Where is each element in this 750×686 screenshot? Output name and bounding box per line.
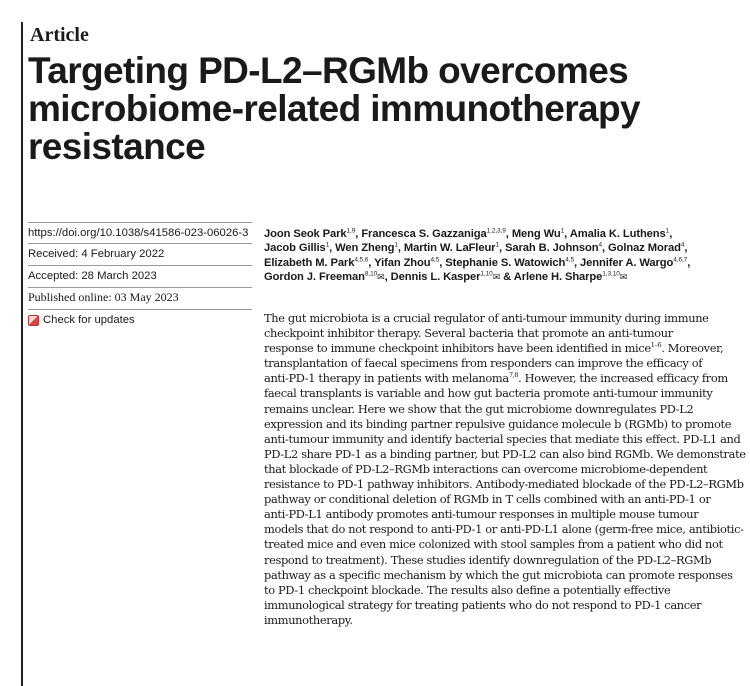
abstract-text: checkpoint inhibitor therapy. Several bacteria that promote an anti-tumour xyxy=(264,326,673,341)
author-name-text: Meng Wu xyxy=(511,228,561,240)
abstract-text: treated mice and even mice colonized with stool samples from a patient who did not xyxy=(264,537,723,552)
abstract-text: immunological strategy for treating patients who do not respond to PD-1 cancer xyxy=(264,597,702,612)
author-name[interactable] xyxy=(580,257,687,269)
meta-divider xyxy=(28,265,252,266)
author-affiliation: 4 xyxy=(598,241,603,249)
abstract-line xyxy=(264,583,726,598)
author-name-text: Gordon J. Freeman xyxy=(264,271,365,284)
received-date: Received: 4 February 2022 xyxy=(28,248,165,260)
abstract-text: expression and its binding partner repulsive guidance molecule b (RGMb) to promote xyxy=(264,416,732,431)
abstract-text: to PD-1 checkpoint blockade. The results also define a potentially effective xyxy=(264,582,671,597)
abstract-text: PD-L2 share PD-1 as a binding partner, but PD-L2 can also bind RGMb. We demonstrate xyxy=(264,446,746,461)
author-name-text: Francesca S. Gazzaniga xyxy=(361,228,487,240)
title-line: resistance xyxy=(28,126,206,167)
abstract-line xyxy=(264,402,726,417)
abstract xyxy=(264,311,746,628)
abstract-line xyxy=(264,341,726,356)
author-name[interactable] xyxy=(264,257,368,269)
abstract-text: The gut microbiota is a crucial regulator of anti-tumour immunity during immune xyxy=(264,311,709,325)
abstract-line xyxy=(264,326,726,341)
abstract-line xyxy=(264,522,744,537)
abstract-line xyxy=(264,477,744,492)
author-list: Joon Seok Park$^{1,9}$, Francesca S. Gazzaniga$^{1,2,3,9}$, Meng Wu$^1$, Amalia K. Luthens$^1$, Jacob Gillis$^1$, Wen Zheng$^1$, Martin W. LaFleur$^1$, Sarah B. Johnson$^4$, Golnaz Morad$^4$, Elizabeth M. Park$^{4,5,6}$, Yifan Zhou$^{4,5}$, Stephanie S. Watowich$^{4,5}$, Jennifer A. Wargo$^{4,6,7}$, Gordon J. Freeman$^{8,10}$✉, Dennis L. Kasper$^{1,10}$✉ & Arlene H. Sharpe$^{1,3,10}$✉ xyxy=(264,227,691,284)
check-for-updates-link[interactable] xyxy=(28,313,135,327)
doi-link[interactable]: https://doi.org/10.1038/s41586-023-06026-3 xyxy=(28,227,249,239)
author-name[interactable] xyxy=(505,242,602,254)
author-affiliation: 1 xyxy=(560,227,565,235)
author-name-text: Joon Seok Park xyxy=(264,228,347,240)
author-name[interactable] xyxy=(514,271,628,283)
author-name[interactable] xyxy=(570,228,669,240)
title-line: microbiome-related immunotherapy xyxy=(28,88,640,129)
check-updates-label: Check for updates xyxy=(43,314,135,326)
author-affiliation: 1,9 xyxy=(346,227,356,235)
author-name-text: Dennis L. Kasper xyxy=(390,271,481,284)
meta-divider xyxy=(28,243,252,244)
author-name[interactable] xyxy=(264,228,355,240)
email-envelope-icon[interactable]: ✉ xyxy=(619,272,628,283)
author-name[interactable] xyxy=(445,257,574,269)
abstract-line xyxy=(264,416,732,432)
author-name-text: Sarah B. Johnson xyxy=(504,242,599,255)
author-affiliation: 1 xyxy=(495,241,499,249)
author-affiliation: 1 xyxy=(325,241,330,249)
author-name-text: Golnaz Morad xyxy=(608,242,681,255)
abstract-line xyxy=(264,598,726,613)
abstract-text: pathway as a specific mechanism by which the gut microbiota can promote responses xyxy=(264,567,733,582)
meta-divider xyxy=(28,222,252,223)
author-affiliation: 4 xyxy=(680,241,685,249)
abstract-text: anti-PD-L1 antibody promotes anti-tumour responses in multiple mouse tumour xyxy=(264,507,699,522)
author-name-text: Wen Zheng xyxy=(335,242,395,255)
author-name[interactable] xyxy=(512,228,564,240)
abstract-line xyxy=(264,386,726,401)
author-affiliation: 1,2,3,9 xyxy=(486,227,506,235)
author-name-text: Amalia K. Luthens xyxy=(569,228,666,240)
author-affiliation: 1,3,10 xyxy=(602,270,620,278)
abstract-line xyxy=(264,567,733,583)
author-name[interactable] xyxy=(264,271,385,283)
author-affiliation: 4,5,6 xyxy=(354,256,369,264)
title-line: Targeting PD-L2–RGMb overcomes xyxy=(28,50,629,91)
abstract-text: anti-PD-1 therapy in patients with melanoma xyxy=(264,371,509,386)
author-name-text: Yifan Zhou xyxy=(374,256,431,269)
author-name[interactable] xyxy=(264,242,329,254)
author-name-text: Martin W. LaFleur xyxy=(403,242,496,255)
author-affiliation: 8,10 xyxy=(364,270,378,278)
accepted-date: Accepted: 28 March 2023 xyxy=(28,270,157,282)
author-affiliation: 4,6,7 xyxy=(673,256,688,264)
author-affiliation: 1,10 xyxy=(480,270,493,278)
abstract-text: response to immune checkpoint inhibitors have been identified in mice xyxy=(264,341,651,356)
abstract-line xyxy=(264,446,746,462)
author-name[interactable] xyxy=(608,242,684,254)
abstract-line xyxy=(264,462,726,477)
abstract-text: models that do not respond to anti-PD-1 or anti-PD-L1 alone (germ-free mice, antibiotic- xyxy=(264,522,744,537)
author-name-text: Elizabeth M. Park xyxy=(264,256,355,269)
article-type-label: Article xyxy=(30,24,89,46)
abstract-line xyxy=(264,537,726,552)
author-name-text: Arlene H. Sharpe xyxy=(513,271,603,284)
author-name[interactable] xyxy=(361,228,505,240)
email-envelope-icon[interactable]: ✉ xyxy=(492,272,501,283)
author-affiliation: 1 xyxy=(394,241,398,249)
abstract-line xyxy=(264,311,726,326)
author-name-text: Jacob Gillis xyxy=(264,242,326,255)
author-name[interactable] xyxy=(391,271,501,283)
abstract-text: pathway or conditional deletion of RGMb in T cells combined with an anti-PD-1 or xyxy=(264,492,711,507)
check-updates-icon xyxy=(28,315,39,326)
abstract-line xyxy=(264,371,726,386)
abstract-line xyxy=(264,507,726,522)
abstract-text: immunotherapy. xyxy=(264,612,353,627)
article-title xyxy=(28,52,728,166)
left-margin-rule xyxy=(21,22,23,686)
reference-superscript[interactable]: 1–6 xyxy=(650,341,662,350)
email-envelope-icon[interactable]: ✉ xyxy=(377,272,385,283)
author-name-text: Jennifer A. Wargo xyxy=(580,256,674,269)
author-affiliation: 4,5 xyxy=(565,256,574,264)
abstract-text: . Moreover, xyxy=(661,341,724,356)
reference-superscript[interactable]: 7,8 xyxy=(508,371,519,380)
meta-divider xyxy=(28,309,252,310)
author-name-text: Stephanie S. Watowich xyxy=(445,256,566,269)
abstract-text: . However, the increased efficacy from xyxy=(518,371,728,386)
meta-divider xyxy=(28,287,252,288)
abstract-text: that blockade of PD-L2–RGMb interactions can overcome microbiome-dependent xyxy=(264,461,708,476)
abstract-line xyxy=(264,492,726,507)
author-affiliation: 4,5 xyxy=(430,256,440,264)
author-name[interactable] xyxy=(404,242,499,254)
abstract-line xyxy=(264,613,726,628)
abstract-text: transplantation of faecal specimens from responders can improve the efficacy of xyxy=(264,356,703,371)
abstract-text: resistance to PD-1 pathway inhibitors. Antibody-mediated blockade of the PD-L2–RGMb xyxy=(264,477,744,492)
abstract-text: remains unclear. Here we show that the gut microbiome downregulates PD-L2 xyxy=(264,401,694,416)
abstract-line xyxy=(264,431,741,447)
abstract-text: anti-tumour immunity and identify bacterial species that mediate this effect. PD-L1 and xyxy=(264,431,741,446)
abstract-text: respond to treatment). These studies identify downregulation of the PD-L2–RGMb xyxy=(264,552,712,567)
author-name[interactable] xyxy=(335,242,398,254)
abstract-line xyxy=(264,356,726,371)
abstract-line xyxy=(264,553,726,568)
author-affiliation: 1 xyxy=(665,227,670,235)
published-date: Published online: 03 May 2023 xyxy=(28,290,179,304)
author-name[interactable] xyxy=(374,257,439,269)
abstract-text: faecal transplants is variable and how gut bacteria promote anti-tumour immunity xyxy=(264,386,713,401)
